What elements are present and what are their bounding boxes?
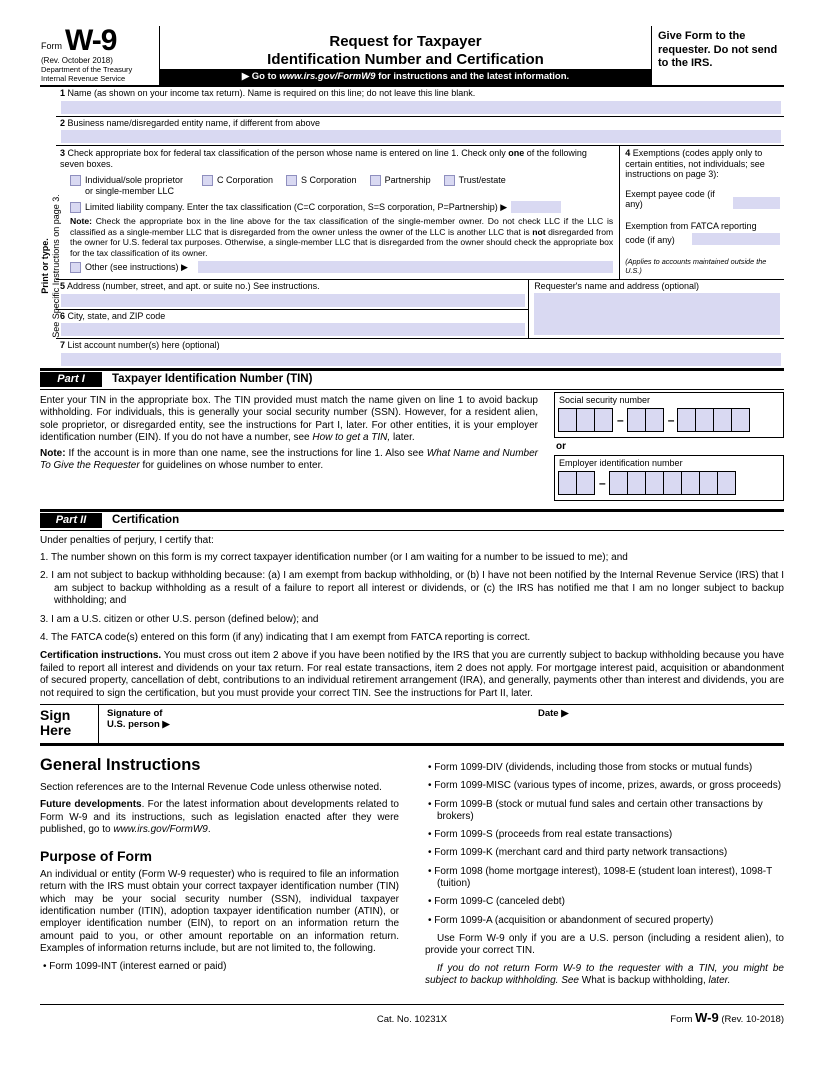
checkbox-individual-label: Individual/sole proprietor or single-member LLC xyxy=(85,175,184,196)
signature-field[interactable] xyxy=(98,705,538,743)
certification-item-1: 1. The number shown on this form is my correct taxpayer identification number (or I am waiting for a number to be issued to me); and xyxy=(40,551,628,563)
footer-form-number: W-9 xyxy=(695,1010,719,1026)
ssn-box xyxy=(554,392,784,438)
part1-body xyxy=(40,390,784,509)
ein-digit-cell[interactable] xyxy=(627,471,646,495)
ein-digit-cell[interactable] xyxy=(645,471,664,495)
certification-item-2: 2. I am not subject to backup withholding because: (a) I am exempt from backup withholding, or (b) I have not been notified by the Internal Revenue Service (IRS) that I am subject to backup withholding as a result of a failure to report all interest or dividends, or (c) the IRS has notified me that I am no longer subject to backup withholding; and xyxy=(40,570,784,607)
certification-instructions-text: You must cross out item 2 above if you have been notified by the IRS that you are currently subject to backup withholding because you have failed to report all interest and dividends on your tax return. For real estate transactions, item 2 does not apply. For mortgage interest paid, acquisition or abandonment of secured property, cancellation of debt, contributions to an individual retirement arrangement (IRA), and generally, payments other than interest and dividends, you are not required to sign the certification, but you must provide your correct TIN. See the instructions for Part II, later. xyxy=(40,650,784,699)
signature-section xyxy=(40,704,784,746)
other-input[interactable] xyxy=(198,261,613,273)
exempt-payee-code-input[interactable] xyxy=(733,197,780,209)
tin-note-a: If the account is in more than one name, see the instructions for line 1. Also see xyxy=(65,447,427,459)
classification-label xyxy=(60,148,613,169)
line1-number: 1 xyxy=(60,88,66,98)
field-row-account-numbers xyxy=(56,339,784,366)
ein-digit-cell[interactable] xyxy=(576,471,595,495)
checkbox-s-corporation[interactable] xyxy=(286,175,297,186)
part1-header xyxy=(40,368,784,390)
field-row-classification-exemptions xyxy=(56,146,784,280)
business-name-label xyxy=(60,118,782,129)
form-list-item: • Form 1099-S (proceeds from real estate transactions) xyxy=(425,829,784,841)
tin-dash: – xyxy=(617,412,624,427)
footer-revision: (Rev. 10-2018) xyxy=(718,1014,784,1026)
goto-instructions-bar xyxy=(160,69,651,85)
backup-withholding-roman: What is backup withholding, xyxy=(581,974,706,986)
address-city-column xyxy=(56,280,529,338)
checkbox-individual[interactable] xyxy=(70,175,81,186)
llc-label: Limited liability company. Enter the tax classification (C=C corporation, S=S corporation, P=Partnership) ▶ xyxy=(85,201,508,212)
general-instructions-section xyxy=(40,756,784,992)
form-list-item: • Form 1099-DIV (dividends, including those from stocks or mutual funds) xyxy=(425,762,784,774)
exemptions-cell xyxy=(620,146,784,279)
llc-classification-input[interactable] xyxy=(511,201,561,213)
tin-dash: – xyxy=(667,412,675,427)
ssn-digit-cell[interactable] xyxy=(627,408,646,432)
other-option-line xyxy=(70,261,613,273)
classification-checkbox-row xyxy=(70,175,613,196)
form-title xyxy=(160,26,651,69)
checkbox-c-corporation[interactable] xyxy=(202,175,213,186)
checkbox-c-corporation-label: C Corporation xyxy=(217,175,274,185)
backup-withholding-b: later. xyxy=(705,974,731,986)
llc-note-lead: Note: xyxy=(70,216,92,226)
tin-para-italic: How to get a TIN, xyxy=(312,432,391,444)
line2-number: 2 xyxy=(60,117,66,128)
ssn-digit-cell[interactable] xyxy=(713,408,732,432)
classification-option-individual xyxy=(70,175,189,196)
footer-form-id xyxy=(447,1010,784,1025)
classification-option-c-corp xyxy=(202,175,273,186)
signature-label-line1: Signature of xyxy=(107,707,163,719)
date-field[interactable] xyxy=(538,705,784,743)
form-revision: (Rev. October 2018) xyxy=(41,56,113,65)
ein-digit-cell[interactable] xyxy=(558,471,577,495)
form-list-item: • Form 1099-A (acquisition or abandonment of secured property) xyxy=(425,915,784,927)
here-word: Here xyxy=(40,721,72,738)
llc-note-a: Check the appropriate box in the line above for the tax classification of the single-member owner. Do not check LLC if the LLC is classified as a single-member LLC that is disregarded from the owner unless the owner of the LLC is another LLC that is xyxy=(70,216,614,237)
field-row-city xyxy=(56,310,528,337)
line4-text: Exemptions (codes apply only to certain entities, not individuals; see instructions on page 3): xyxy=(625,148,765,179)
ein-label: Employer identification number xyxy=(559,457,683,468)
ssn-digit-cell[interactable] xyxy=(645,408,664,432)
backup-withholding-a: If you do not return Form W-9 to the requester with a TIN, you might be subject to backup withholding. See xyxy=(425,962,784,986)
tin-note xyxy=(40,448,538,473)
instructions-right-column xyxy=(425,756,784,992)
city-state-zip-input[interactable] xyxy=(61,323,525,336)
llc-option-line xyxy=(70,201,613,213)
ein-digit-cell[interactable] xyxy=(663,471,682,495)
catalog-number: Cat. No. 10231X xyxy=(376,1014,448,1026)
see-instructions-label: See Specific Instructions on page 3. xyxy=(51,194,61,338)
requester-input[interactable] xyxy=(534,293,780,335)
classification-option-s-corp xyxy=(286,175,357,186)
ein-input[interactable] xyxy=(559,471,779,495)
certification-intro: Under penalties of perjury, I certify that: xyxy=(40,534,214,546)
line3-number: 3 xyxy=(60,148,66,158)
ssn-input[interactable] xyxy=(559,408,779,432)
llc-note-not: not xyxy=(532,226,546,237)
page-footer xyxy=(40,1004,784,1025)
llc-note-b: disregarded from the owner for U.S. federal tax purposes. Otherwise, a single-member LLC that is disregarded from the owner should check the appropriate box for the tax classification of its owner. xyxy=(70,226,614,258)
tin-note-b: for guidelines on whose number to enter. xyxy=(139,459,324,471)
certification-item-3: 3. I am a U.S. citizen or other U.S. person (defined below); and xyxy=(40,613,319,625)
llc-note xyxy=(70,216,613,258)
tin-dash: – xyxy=(599,475,606,490)
ssn-digit-cell[interactable] xyxy=(695,408,714,432)
form-identity-block xyxy=(40,26,160,85)
exempt-payee-line xyxy=(625,189,780,209)
part2-title: Certification xyxy=(112,514,180,527)
ssn-digit-cell[interactable] xyxy=(558,408,577,432)
field-row-business-name xyxy=(56,117,784,147)
form-list-item: • Form 1099-B (stock or mutual fund sales and certain other transactions by brokers) xyxy=(425,799,784,824)
form-list-item: • Form 1098 (home mortgage interest), 1098-E (student loan interest), 1098-T (tuition) xyxy=(425,866,784,891)
form-list-item: • Form 1099-C (canceled debt) xyxy=(425,896,784,908)
line6-text: City, state, and ZIP code xyxy=(67,310,166,321)
future-developments-a: . For the latest information about developments related to Form W-9 and its instructions, such as legislation enacted after they were published, go to xyxy=(40,799,399,835)
requester-label: Requester's name and address (optional) xyxy=(534,281,699,292)
service-line: Internal Revenue Service xyxy=(41,74,126,83)
irs-url-link[interactable]: www.irs.gov/FormW9 xyxy=(279,71,376,82)
exemptions-label xyxy=(625,148,780,180)
tin-para-a: Enter your TIN in the appropriate box. The TIN provided must match the name given on line 1 to avoid backup withholding. For individuals, this is generally your social security number (SSN). However, for a resident alien, sole proprietor, or disregarded entity, see the instructions for Part I, later. For other entities, it is your employer identification number (EIN). If you do not have a number, see xyxy=(40,394,538,444)
tin-note-italic: What Name and Number To Give the Requester xyxy=(40,447,538,471)
line7-number: 7 xyxy=(60,340,66,351)
tin-note-lead: Note: xyxy=(40,447,66,459)
future-developments-lead: Future developments xyxy=(40,799,142,811)
tax-classification-cell xyxy=(56,146,620,279)
sign-word: Sign xyxy=(40,706,71,723)
form-body xyxy=(40,87,784,366)
ssn-digit-cell[interactable] xyxy=(594,408,613,432)
line3-text-b: of the following seven boxes. xyxy=(60,148,587,169)
field-row-name xyxy=(56,87,784,117)
account-numbers-input[interactable] xyxy=(61,353,781,366)
part2-body xyxy=(40,535,784,700)
future-developments-paragraph xyxy=(40,799,399,836)
ein-digit-cell[interactable] xyxy=(681,471,700,495)
line7-text: List account number(s) here (optional) xyxy=(67,340,220,351)
tin-entry-column xyxy=(554,392,784,501)
form-word: Form xyxy=(41,41,62,51)
use-form-paragraph: Use Form W-9 only if you are a U.S. person (including a resident alien), to provide your correct TIN. xyxy=(425,932,784,957)
line1-text: Name (as shown on your income tax return). Name is required on this line; do not leave this line blank. xyxy=(67,88,476,98)
fatca-label-line2: code (if any) xyxy=(625,234,675,245)
goto-text-post: for instructions and the latest information. xyxy=(375,71,570,82)
future-developments-b: . xyxy=(207,823,211,835)
certification-item-4: 4. The FATCA code(s) entered on this form (if any) indicating that I am exempt from FATCA reporting is correct. xyxy=(40,631,531,643)
line2-text: Business name/disregarded entity name, if different from above xyxy=(67,117,321,128)
purpose-of-form-title: Purpose of Form xyxy=(40,848,153,865)
classification-option-trust-estate xyxy=(444,175,506,186)
address-label xyxy=(60,281,526,292)
instructions-left-column xyxy=(40,756,399,992)
line3-text-a: Check appropriate box for federal tax classification of the person whose name is entered on line 1. Check only xyxy=(67,148,509,158)
checkbox-s-corporation-label: S Corporation xyxy=(301,175,357,185)
tin-para-b: later. xyxy=(390,432,415,444)
certification-instructions-lead: Certification instructions. xyxy=(40,650,162,662)
checkbox-other[interactable] xyxy=(70,262,81,273)
form-list-item: • Form 1099-MISC (various types of income, prizes, awards, or gross proceeds) xyxy=(425,780,784,792)
form-number-line xyxy=(41,24,156,57)
ssn-digit-cell[interactable] xyxy=(731,408,750,432)
checkbox-partnership-label: Partnership xyxy=(384,175,431,185)
other-label: Other (see instructions) ▶ xyxy=(85,262,188,273)
form-title-line1: Request for Taxpayer xyxy=(329,33,482,50)
account-numbers-label xyxy=(60,340,782,351)
checkbox-trust-estate[interactable] xyxy=(444,175,455,186)
city-label xyxy=(60,311,526,322)
line3-text-bold: one xyxy=(508,148,525,158)
general-instructions-title: General Instructions xyxy=(40,755,201,774)
part1-instructions xyxy=(40,392,538,501)
fatca-label-line1: Exemption from FATCA reporting xyxy=(625,220,757,231)
fatca-line xyxy=(625,233,780,245)
ein-digit-cell[interactable] xyxy=(699,471,718,495)
or-label: or xyxy=(556,440,566,452)
part1-title: Taxpayer Identification Number (TIN) xyxy=(112,373,313,386)
form-list-item: • Form 1099-INT (interest earned or paid) xyxy=(40,961,399,973)
requester-cell xyxy=(529,280,784,338)
ssn-digit-cell[interactable] xyxy=(677,408,696,432)
line6-number: 6 xyxy=(60,310,66,321)
line5-number: 5 xyxy=(60,281,66,292)
footer-form-word: Form xyxy=(670,1014,696,1026)
exempt-payee-label: Exempt payee code (if any) xyxy=(625,188,715,209)
ein-box xyxy=(554,455,784,501)
address-input[interactable] xyxy=(61,294,525,307)
field-row-address-requester xyxy=(56,280,784,339)
form-number: W-9 xyxy=(65,24,117,57)
line5-text: Address (number, street, and apt. or suite no.) See instructions. xyxy=(67,281,320,292)
form-header xyxy=(40,26,784,87)
goto-text-pre: ▶ Go to xyxy=(241,71,280,82)
ssn-digit-cell[interactable] xyxy=(576,408,595,432)
form-list-item: • Form 1099-K (merchant card and third party network transactions) xyxy=(425,847,784,859)
certification-instructions xyxy=(40,650,784,700)
tin-paragraph xyxy=(40,395,538,445)
give-form-note: Give Form to the requester. Do not send to the IRS. xyxy=(658,30,778,69)
fatca-code-input[interactable] xyxy=(692,233,780,245)
applies-outside-us-note: (Applies to accounts maintained outside the U.S.) xyxy=(625,257,767,276)
ein-digit-cell[interactable] xyxy=(717,471,736,495)
department-line: Department of the Treasury xyxy=(41,65,133,74)
part2-badge: Part II xyxy=(40,513,102,528)
line4-number: 4 xyxy=(625,148,631,158)
classification-option-partnership xyxy=(370,175,431,186)
ein-digit-cell[interactable] xyxy=(609,471,628,495)
part1-badge: Part I xyxy=(40,372,102,387)
field-row-address xyxy=(56,280,528,310)
section-references-paragraph: Section references are to the Internal Revenue Code unless otherwise noted. xyxy=(40,781,382,793)
form-title-line2: Identification Number and Certification xyxy=(267,51,544,68)
print-or-type-label: Print or type. xyxy=(40,238,50,294)
name-label xyxy=(60,88,782,99)
date-label: Date ▶ xyxy=(538,707,569,719)
future-developments-url[interactable]: www.irs.gov/FormW9 xyxy=(113,823,208,835)
name-input[interactable] xyxy=(61,101,781,114)
checkbox-partnership[interactable] xyxy=(370,175,381,186)
ssn-label: Social security number xyxy=(559,394,651,405)
checkbox-llc[interactable] xyxy=(70,202,81,213)
form-title-block xyxy=(160,26,652,85)
purpose-paragraph: An individual or entity (Form W-9 requester) who is required to file an information return with the IRS must obtain your correct taxpayer identification number (TIN) which may be your social security number (SSN), individual taxpayer identification number (ITIN), adoption taxpayer identification number (ATIN), or employer identification number (EIN), to report on an information return the amount paid to you, or other amount reportable on an information return. Examples of information returns include, but are not limited to, the following. xyxy=(40,869,399,954)
backup-withholding-paragraph xyxy=(425,963,784,988)
sign-here-label xyxy=(40,705,98,743)
part2-header xyxy=(40,509,784,531)
print-or-type-sidebar xyxy=(40,153,62,379)
checkbox-trust-estate-label: Trust/estate xyxy=(458,175,506,185)
business-name-input[interactable] xyxy=(61,130,781,143)
signature-label-line2: U.S. person ▶ xyxy=(107,718,170,730)
fields-table xyxy=(56,87,784,366)
